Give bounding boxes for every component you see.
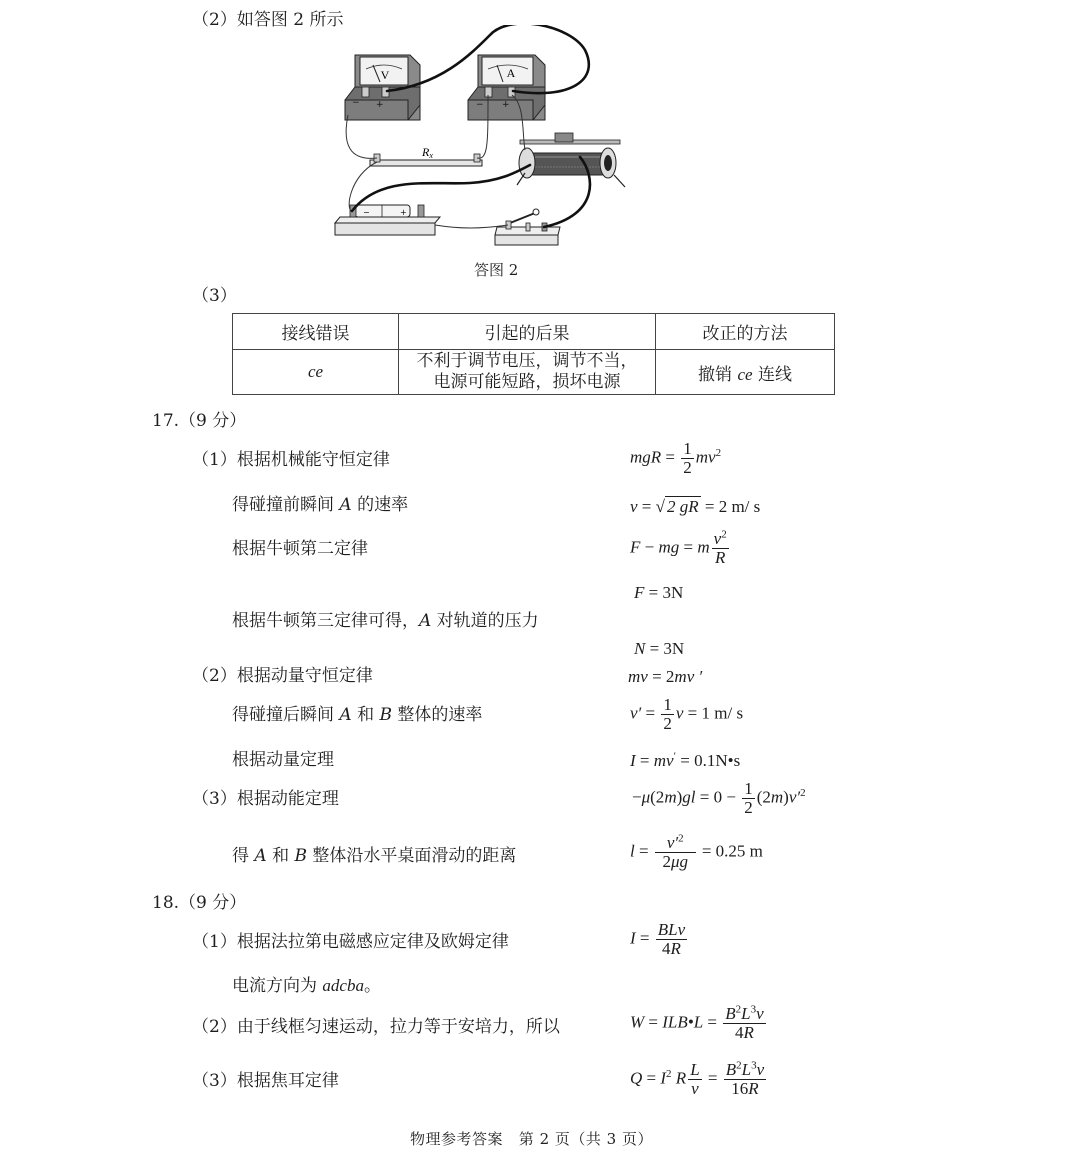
q18-step-text: 电流方向为 adcba。 bbox=[232, 976, 381, 996]
q17-step-text: 得碰撞前瞬间 A 的速率 bbox=[232, 495, 409, 515]
svg-text:A: A bbox=[506, 66, 516, 80]
q17-formula-8: I = mv′ = 0.1N•s bbox=[630, 750, 741, 770]
table-cell-consequence bbox=[399, 350, 656, 395]
q17-formula-4: F = 3N bbox=[634, 583, 684, 602]
q17-formula-5: N = 3N bbox=[634, 639, 685, 658]
q17-formula-9: −μ(2m)gl = 0 − $\frac{1}{2}$ $(2m)v'^2$ bbox=[632, 779, 806, 817]
switch-icon bbox=[495, 209, 560, 245]
q17-formula-10: l = $\frac{v'^2}{2\mu g}$ = 0.25 m bbox=[630, 832, 763, 871]
table-header: 引起的后果 bbox=[399, 314, 656, 350]
q18-heading: 18.（9 分） bbox=[152, 893, 247, 913]
table-header: 改正的方法 bbox=[656, 314, 835, 350]
rheostat-icon bbox=[517, 133, 625, 187]
fix-var: ce bbox=[737, 364, 753, 384]
table-header-row bbox=[233, 314, 835, 350]
q17-formula-2: v = √ 2 gR = 2 m/ s bbox=[630, 497, 761, 516]
q17-step-text: 根据牛顿第三定律可得，A 对轨道的压力 bbox=[232, 611, 539, 631]
svg-text:−: − bbox=[476, 100, 484, 110]
svg-text:+: + bbox=[502, 100, 510, 110]
fix-text: 撤销 bbox=[698, 364, 738, 385]
q17-formula-7: v′ = $\frac{1}{2}$ v = 1 m/ s bbox=[630, 695, 744, 733]
fix-text: 连线 bbox=[752, 364, 792, 385]
battery-icon bbox=[335, 205, 440, 235]
q18-formula-2: W = ILB•L = $\frac{B^2L^3v}{4R}$ bbox=[630, 1003, 764, 1042]
consequence-line: 电源可能短路，损坏电源 bbox=[433, 372, 621, 392]
svg-text:V: V bbox=[380, 68, 390, 82]
q17-formula-6: mv = 2mv ′ bbox=[628, 667, 703, 686]
page-footer: 物理参考答案 第 2 页（共 3 页） bbox=[410, 1130, 653, 1148]
q17-step-text: （2）根据动量守恒定律 bbox=[192, 666, 373, 686]
q18-step-text: （2）由于线框匀速运动，拉力等于安培力，所以 bbox=[192, 1017, 560, 1037]
resistor-rx-icon bbox=[370, 145, 482, 166]
q17-step-text: （1）根据机械能守恒定律 bbox=[192, 450, 390, 470]
q18-step-text: （1）根据法拉第电磁感应定律及欧姆定律 bbox=[192, 932, 509, 952]
answer-table bbox=[232, 313, 835, 395]
q17-step-text: （3）根据动能定理 bbox=[192, 789, 339, 809]
q18-step-text: （3）根据焦耳定律 bbox=[192, 1071, 339, 1091]
ammeter-icon bbox=[468, 55, 545, 120]
svg-text:+: + bbox=[400, 208, 407, 217]
consequence-line: 不利于调节电压，调节不当， bbox=[416, 351, 638, 371]
q17-step-text: 得 A 和 B 整体沿水平桌面滑动的距离 bbox=[232, 846, 517, 866]
table-header: 接线错误 bbox=[233, 314, 399, 350]
q17-step-text: 根据动量定理 bbox=[232, 750, 334, 770]
q16-part2-label: （2）如答图 2 所示 bbox=[192, 10, 344, 30]
svg-text:+: + bbox=[376, 100, 384, 110]
svg-text:−: − bbox=[363, 208, 370, 217]
table-cell-fix bbox=[656, 350, 835, 395]
circuit-diagram bbox=[330, 25, 630, 250]
q16-part3-label: （3） bbox=[192, 286, 237, 306]
table-row bbox=[233, 350, 835, 395]
q18-formula-1: I = $\frac{\text{BLv}}{4R}$ bbox=[630, 920, 686, 958]
q17-step-text: 根据牛顿第二定律 bbox=[232, 539, 368, 559]
table-cell-error: ce bbox=[233, 350, 399, 395]
svg-text:−: − bbox=[352, 98, 360, 108]
q17-formula-3: F − mg = m $\frac{v^2}{R}$ bbox=[630, 528, 727, 567]
svg-text:Rx: Rx bbox=[422, 145, 433, 160]
q18-formula-3: $Q = I^2$ R $\frac{L}{v}$ = $\frac{B^2L^3v}{16R}$ bbox=[630, 1059, 765, 1098]
q17-step-text: 得碰撞后瞬间 A 和 B 整体的速率 bbox=[232, 705, 483, 725]
q17-formula-1: mgR = $\frac{1}{2}$ $mv^2$ bbox=[630, 439, 722, 477]
q17-heading: 17.（9 分） bbox=[152, 411, 247, 431]
figure-caption: 答图 2 bbox=[474, 261, 519, 279]
